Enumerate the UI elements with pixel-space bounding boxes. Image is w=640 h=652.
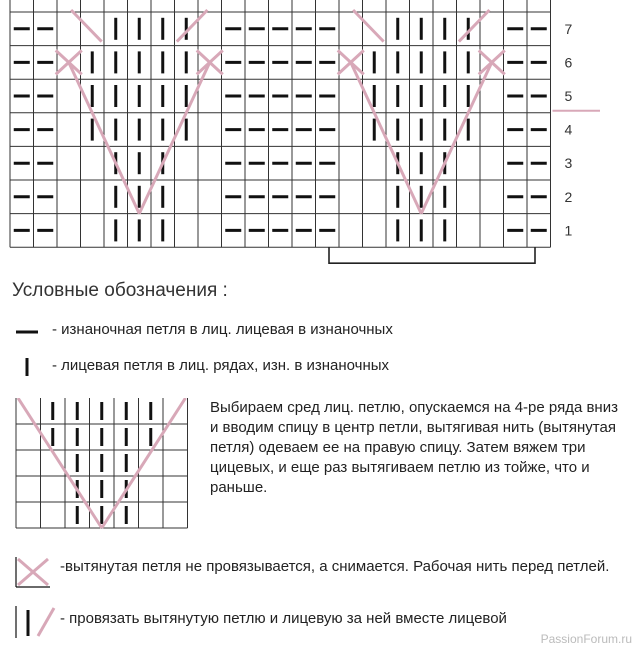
legend-slip-text: -вытянутая петля не провязывается, а снимается. Рабочая нить перед петлей. [60,558,610,575]
vertical-bar-icon [12,356,42,378]
row-number: 6 [564,54,573,71]
legend-purl-text: - изнаночная петля в лиц. лицевая в изнаночных [52,321,393,338]
row-number: 2 [564,188,573,205]
legend-pulled-text: Выбираем сред лиц. петлю, опускаемся на 4-ре ряда вниз и вводим спицу в центр петли, вытягивая нить (вытянутая петля) одеваем ее на правую спицу. Затем вяжем три цицевых, и еще раз вытягиваем петлю из тойже, что и раньше. [210,399,618,496]
legend-title: Условные обозначения : [12,280,228,301]
k2tog-slant [177,10,208,42]
pulled-loop-lines [69,10,492,214]
dash-icon [12,322,42,338]
knitting-chart [0,0,640,270]
legend-k2tog-text: - провязать вытянутую петлю и лицевую за ней вместе лицевой [60,610,507,627]
row-number: 7 [564,20,573,37]
row-number: 4 [564,121,573,138]
bar-slash-icon [12,604,56,640]
repeat-bracket [329,247,535,263]
k2tog-slant [353,10,384,42]
row-number: 3 [564,155,573,172]
row-number: 1 [564,222,573,239]
chart-symbols [14,18,547,242]
k2tog-slant [459,10,490,42]
legend-knit-text: - лицевая петля в лиц. рядах, изн. в изнаночных [52,357,390,374]
cross-icon [12,555,52,589]
watermark: PassionForum.ru [540,632,632,646]
pulled-loop-diagram [10,398,200,533]
row-number: 5 [564,88,573,104]
k2tog-slant [71,10,102,42]
